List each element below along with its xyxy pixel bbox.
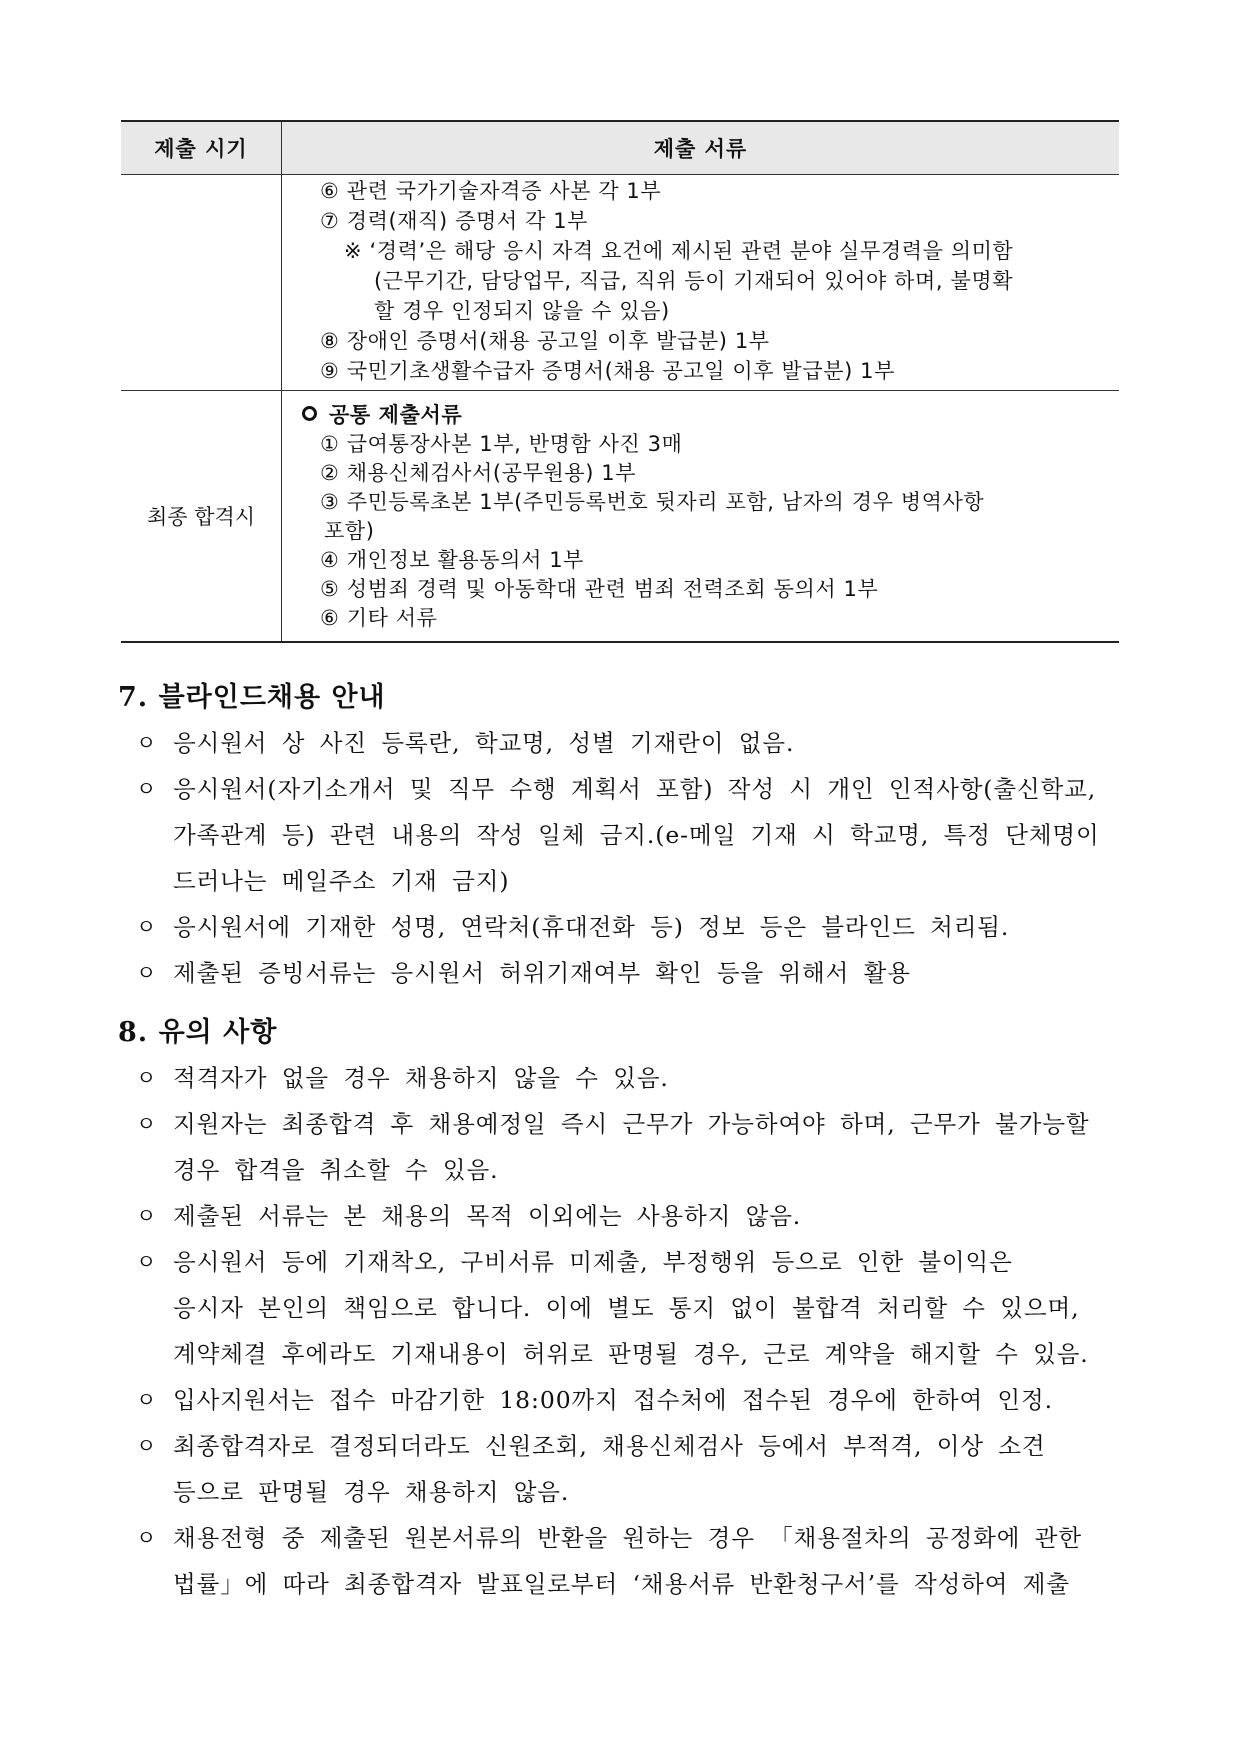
table-header-row (121, 121, 1119, 175)
table-row (121, 175, 1119, 391)
list-item-text: 응시원서 등에 기재착오, 구비서류 미제출, 부정행위 등으로 인한 불이익은 (173, 1248, 1013, 1276)
row1-time-cell (121, 175, 282, 391)
document-line: ③ 주민등록초본 1부(주민등록번호 뒷자리 포함, 남자의 경우 병역사항 (320, 490, 985, 514)
note-line: ※ ‘경력’은 해당 응시 자격 요건에 제시된 관련 분야 실무경력을 의미함 (344, 239, 1014, 263)
header-submission-time: 제출 시기 (121, 121, 282, 175)
circle-bullet-icon: ㅇ (136, 1388, 158, 1412)
row2-time-cell: 최종 합격시 (121, 391, 282, 643)
document-line: ⑧ 장애인 증명서(채용 공고일 이후 발급분) 1부 (320, 329, 770, 353)
list-item-text: 제출된 서류는 본 채용의 목적 이외에는 사용하지 않음. (173, 1202, 802, 1230)
document-line: ⑨ 국민기초생활수급자 증명서(채용 공고일 이후 발급분) 1부 (320, 359, 896, 383)
list-item-text: 최종합격자로 결정되더라도 신원조회, 채용신체검사 등에서 부적격, 이상 소견 (173, 1432, 1046, 1460)
submission-table (121, 120, 1119, 643)
document-line: ④ 개인정보 활용동의서 1부 (320, 548, 585, 572)
section-title: 7. 블라인드채용 안내 (118, 682, 386, 713)
circle-bullet-icon: ㅇ (136, 1434, 158, 1458)
section-precautions (118, 1015, 1118, 1607)
row2-documents-cell (282, 391, 1120, 643)
list-item (118, 950, 1118, 996)
list-item-text: 적격자가 없을 경우 채용하지 않을 수 있음. (173, 1064, 669, 1092)
circle-bullet-icon: ㅇ (136, 1526, 158, 1550)
table-row (121, 391, 1119, 643)
circle-bullet-icon: ㅇ (136, 731, 158, 755)
section-title: 8. 유의 사항 (118, 1017, 278, 1048)
list-item (118, 1377, 1118, 1423)
list-item-text: 계약체결 후에라도 기재내용이 허위로 판명될 경우, 근로 계약을 해지할 수 있음. (173, 1340, 1089, 1368)
header-submission-documents: 제출 서류 (282, 121, 1120, 175)
circle-bullet-icon: ㅇ (136, 1066, 158, 1090)
note-line: (근무기간, 담당업무, 직급, 직위 등이 기재되어 있어야 하며, 불명확 (374, 269, 1014, 293)
circle-bullet-icon: ㅇ (136, 961, 158, 985)
list-item (118, 1515, 1118, 1607)
list-item (118, 1055, 1118, 1101)
bullet-list (118, 1055, 1118, 1607)
row1-documents-cell (282, 175, 1120, 391)
list-item-text: 법률」에 따라 최종합격자 발표일로부터 ‘채용서류 반환청구서’를 작성하여 제출 (173, 1570, 1070, 1598)
document-line: ① 급여통장사본 1부, 반명함 사진 3매 (320, 432, 683, 456)
circle-bullet-icon (302, 406, 317, 421)
bullet-list (118, 720, 1118, 996)
circle-bullet-icon: ㅇ (136, 777, 158, 801)
list-item-text: 경우 합격을 취소할 수 있음. (173, 1156, 499, 1184)
list-item (118, 904, 1118, 950)
list-item-text: 제출된 증빙서류는 응시원서 허위기재여부 확인 등을 위해서 활용 (173, 959, 911, 987)
list-item-text: 채용전형 중 제출된 원본서류의 반환을 원하는 경우 「채용절차의 공정화에 관한 (173, 1524, 1082, 1552)
list-item-text: 지원자는 최종합격 후 채용예정일 즉시 근무가 가능하여야 하며, 근무가 불가능할 (173, 1110, 1090, 1138)
list-item (118, 1239, 1118, 1377)
note-line: 할 경우 인정되지 않을 수 있음) (374, 299, 670, 323)
list-item-text: 응시자 본인의 책임으로 합니다. 이에 별도 통지 없이 불합격 처리할 수 있으며, (173, 1294, 1080, 1322)
circle-bullet-icon: ㅇ (136, 1250, 158, 1274)
list-item-text: 입사지원서는 접수 마감기한 18:00까지 접수처에 접수된 경우에 한하여 인정. (173, 1386, 1053, 1414)
document-line: ⑦ 경력(재직) 증명서 각 1부 (320, 209, 589, 233)
section-blind-recruitment (118, 680, 1118, 996)
circle-bullet-icon: ㅇ (136, 1112, 158, 1136)
list-item-text: 가족관계 등) 관련 내용의 작성 일체 금지.(e-메일 기재 시 학교명, 특정 단체명이 (173, 821, 1100, 849)
list-item (118, 1423, 1118, 1515)
list-item-text: 드러나는 메일주소 기재 금지) (173, 867, 510, 895)
document-line: ② 채용신체검사서(공무원용) 1부 (320, 461, 637, 485)
common-documents-heading (290, 401, 1111, 430)
list-item (118, 1193, 1118, 1239)
list-item (118, 720, 1118, 766)
document-line: ⑥ 관련 국가기술자격증 사본 각 1부 (320, 179, 662, 203)
list-item (118, 1101, 1118, 1193)
document-line: 포함) (324, 519, 375, 543)
list-item-text: 응시원서 상 사진 등록란, 학교명, 성별 기재란이 없음. (173, 729, 795, 757)
circle-bullet-icon: ㅇ (136, 1204, 158, 1228)
document-line: ⑥ 기타 서류 (320, 606, 438, 630)
list-item (118, 766, 1118, 904)
list-item-text: 응시원서에 기재한 성명, 연락처(휴대전화 등) 정보 등은 블라인드 처리됨. (173, 913, 1010, 941)
heading-label: 공통 제출서류 (329, 403, 463, 427)
list-item-text: 등으로 판명될 경우 채용하지 않음. (173, 1478, 570, 1506)
list-item-text: 응시원서(자기소개서 및 직무 수행 계획서 포함) 작성 시 개인 인적사항(출신학교, (173, 775, 1097, 803)
document-line: ⑤ 성범죄 경력 및 아동학대 관련 범죄 전력조회 동의서 1부 (320, 577, 879, 601)
circle-bullet-icon: ㅇ (136, 915, 158, 939)
